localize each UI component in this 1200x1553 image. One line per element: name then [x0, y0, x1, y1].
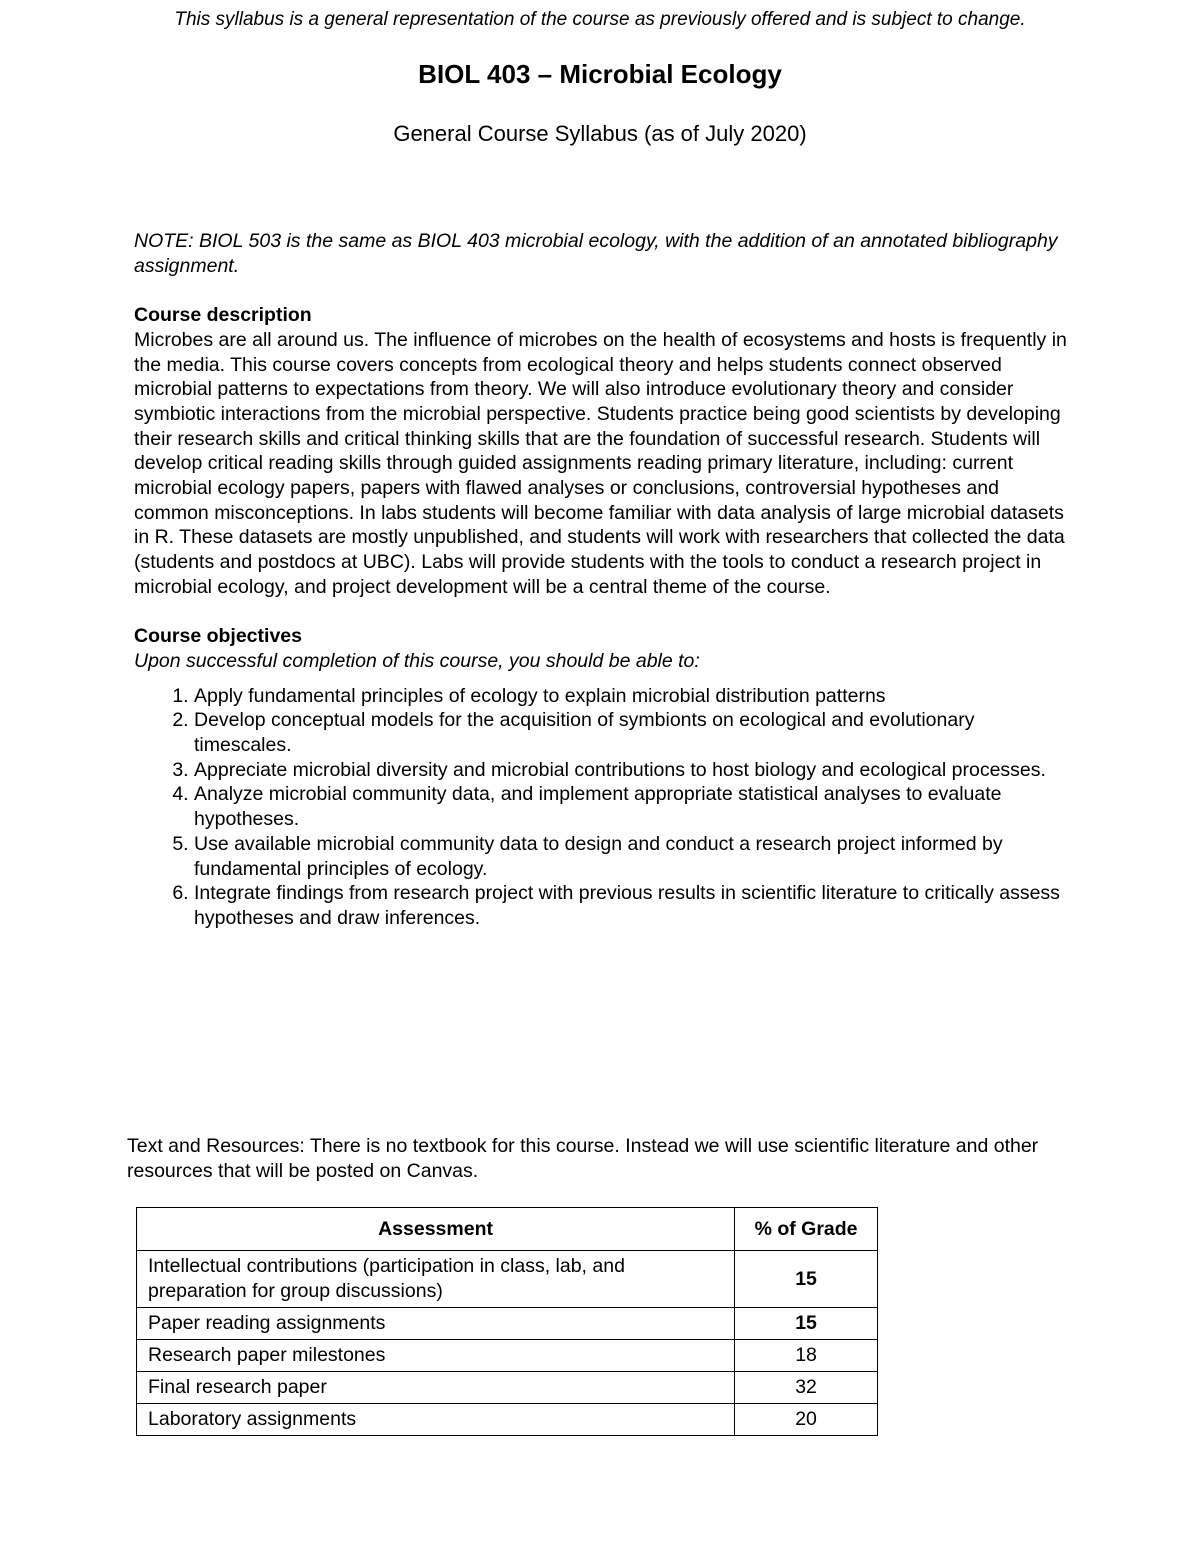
assessment-item: Intellectual contributions (participation in class, lab, and preparation for group discussions)	[137, 1251, 735, 1308]
grade-value: 20	[735, 1404, 878, 1436]
objective-item: 3. Appreciate microbial diversity and microbial contributions to host biology and ecological processes.	[194, 758, 1074, 783]
grade-value: 15	[735, 1308, 878, 1340]
course-objectives-intro: Upon successful completion of this course, you should be able to:	[134, 649, 700, 672]
course-description-text: Microbes are all around us. The influence of microbes on the health of ecosystems and hosts is frequently in the media. This course covers concepts from ecological theory and helps students connect observed microbial patterns to expectations from theory. We will also introduce evolutionary theory and consider symbiotic interactions from the microbial perspective. Students practice being good scientists by developing their research skills and critical thinking skills that are the foundation of successful research. Students will develop critical reading skills through guided assignments reading primary literature, including: current microbial ecology papers, papers with flawed analyses or conclusions, controversial hypotheses and common misconceptions. In labs students will become familiar with data analysis of large microbial datasets in R. These datasets are mostly unpublished, and students will work with researchers that collected the data (students and postdocs at UBC). Labs will provide students with the tools to conduct a research project in microbial ecology, and project development will be a central theme of the course.	[134, 328, 1067, 598]
text-and-resources: Text and Resources: There is no textbook for this course. Instead we will use scientific literature and other resources that will be posted on Canvas.	[127, 1135, 1039, 1182]
assessment-item: Laboratory assignments	[137, 1404, 735, 1436]
table-header-row	[137, 1208, 878, 1251]
grade-value: 15	[735, 1251, 878, 1308]
assessment-item: Paper reading assignments	[137, 1308, 735, 1340]
objective-item: 5. Use available microbial community data to design and conduct a research project informed by fundamental principles of ecology.	[194, 832, 1074, 881]
note: NOTE: BIOL 503 is the same as BIOL 403 microbial ecology, with the addition of an annotated bibliography assignment.	[134, 230, 1058, 277]
table-row	[137, 1340, 878, 1372]
assessment-column-header: Assessment	[137, 1208, 735, 1251]
assessment-table	[136, 1207, 878, 1436]
table-row	[137, 1404, 878, 1436]
course-description-heading: Course description	[134, 304, 312, 327]
grade-value: 32	[735, 1372, 878, 1404]
objectives-list	[134, 684, 1074, 931]
disclaimer: This syllabus is a general representation of the course as previously offered and is subject to change.	[174, 9, 1026, 30]
objective-item: 4. Analyze microbial community data, and implement appropriate statistical analyses to evaluate hypotheses.	[194, 782, 1074, 831]
table-row	[137, 1251, 878, 1308]
objective-item: 1. Apply fundamental principles of ecology to explain microbial distribution patterns	[194, 684, 1074, 709]
document-title: BIOL 403 – Microbial Ecology	[418, 59, 782, 89]
objective-item: 6. Integrate findings from research project with previous results in scientific literature to critically assess hypotheses and draw inferences.	[194, 881, 1074, 930]
grade-column-header: % of Grade	[735, 1208, 878, 1251]
table-row	[137, 1372, 878, 1404]
course-objectives-heading: Course objectives	[134, 625, 302, 648]
assessment-item: Final research paper	[137, 1372, 735, 1404]
assessment-item: Research paper milestones	[137, 1340, 735, 1372]
objective-item: 2. Develop conceptual models for the acquisition of symbionts on ecological and evolutionary timescales.	[194, 708, 1074, 757]
syllabus-body	[134, 229, 1074, 931]
table-row	[137, 1308, 878, 1340]
document-subtitle: General Course Syllabus (as of July 2020)	[393, 121, 807, 146]
grade-value: 18	[735, 1340, 878, 1372]
